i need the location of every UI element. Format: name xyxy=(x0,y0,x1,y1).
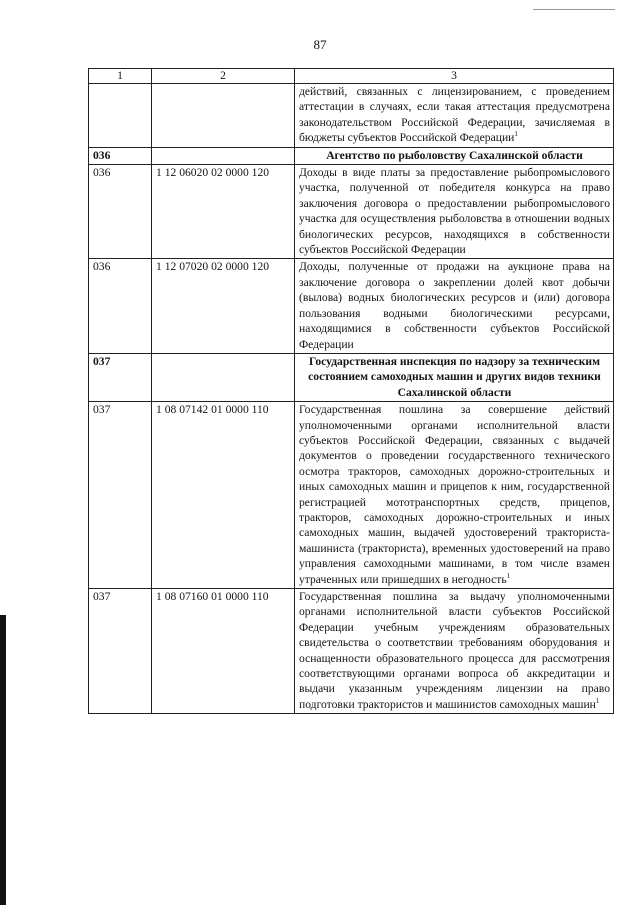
header-col-1: 1 xyxy=(89,69,152,84)
empty-cell xyxy=(152,353,295,401)
kbk-code-cell: 1 08 07160 01 0000 110 xyxy=(152,589,295,714)
description-text: действий, связанных с лицензированием, с проведением аттестации в случаях, если такая аттестация предусмотрена законодательством Российской Федерации, зачисляемая в бюджеты субъектов Российской Федерации xyxy=(299,85,610,145)
budget-codes-table xyxy=(88,68,614,714)
header-col-3: 3 xyxy=(295,69,614,84)
table-row xyxy=(89,589,614,714)
admin-code-cell: 036 xyxy=(89,165,152,259)
agency-row xyxy=(89,353,614,401)
table-header-row xyxy=(89,69,614,84)
admin-code-cell: 037 xyxy=(89,589,152,714)
scan-edge-shadow xyxy=(0,615,6,905)
table-row xyxy=(89,402,614,589)
agency-title: Агентство по рыболовству Сахалинской области xyxy=(295,147,614,164)
description-cell xyxy=(295,84,614,148)
header-col-2: 2 xyxy=(152,69,295,84)
footnote-ref: 1 xyxy=(514,130,518,139)
kbk-code-cell xyxy=(152,84,295,148)
description-text: Доходы в виде платы за предоставление рыбопромыслового участка, полученной от победителя конкурса на право заключения договора о предоставлении рыбопромыслового участка для осуществления рыболовства в отношении водных биологических ресурсов, находящихся в собственности субъектов Российской Федерации xyxy=(299,166,610,257)
table-row xyxy=(89,259,614,353)
kbk-code-cell: 1 12 07020 02 0000 120 xyxy=(152,259,295,353)
kbk-code-cell: 1 08 07142 01 0000 110 xyxy=(152,402,295,589)
kbk-code-cell: 1 12 06020 02 0000 120 xyxy=(152,165,295,259)
agency-code-cell: 037 xyxy=(89,353,152,401)
description-cell xyxy=(295,259,614,353)
page-number: 87 xyxy=(313,37,327,52)
description-cell xyxy=(295,589,614,714)
top-edge-rule xyxy=(533,9,615,10)
description-text: Доходы, полученные от продажи на аукционе права на заключение договора о закреплении долей квот добычи (вылова) водных биологических ресурсов и (или) договора пользования водными биологическими ресурсами, находящимися в собственности субъектов Российской Федерации xyxy=(299,260,610,351)
agency-title: Государственная инспекция по надзору за техническим состоянием самоходных машин и других видов техники Сахалинской области xyxy=(295,353,614,401)
footnote-ref: 1 xyxy=(506,571,511,580)
description-cell xyxy=(295,402,614,589)
admin-code-cell: 036 xyxy=(89,259,152,353)
table-row xyxy=(89,84,614,148)
agency-code-cell: 036 xyxy=(89,147,152,164)
description-text: Государственная пошлина за совершение действий уполномоченными органами исполнительной власти субъектов Российской Федерации, связанных с выдачей документов о проведении государственного технического осмотра тракторов, самоходных дорожно-строительных и иных самоходных машин и прицепов к ним, государственной регистрацией мототранспортных средств, прицепов, тракторов, самоходных дорожно-строительных и иных самоходных машин, выдачей удостоверений тракториста-машиниста (тракториста), временных удостоверений на право управления самоходными машинами, в том числе взамен утраченных или пришедших в негодность xyxy=(299,403,610,586)
description-cell xyxy=(295,165,614,259)
footnote-ref: 1 xyxy=(595,696,600,705)
agency-row xyxy=(89,147,614,164)
admin-code-cell: 037 xyxy=(89,402,152,589)
table-row xyxy=(89,165,614,259)
empty-cell xyxy=(152,147,295,164)
description-text: Государственная пошлина за выдачу уполномоченными органами исполнительной власти субъектов Российской Федерации учебным учреждениям образовательных свидетельства о соответствии требованиям оборудования и оснащенности образовательного процесса для рассмотрения соответствующими органами вопроса об аккредитации и выдачи указанным учреждениям лицензии на право подготовки трактористов и машинистов самоходных машин xyxy=(299,590,610,711)
admin-code-cell xyxy=(89,84,152,148)
